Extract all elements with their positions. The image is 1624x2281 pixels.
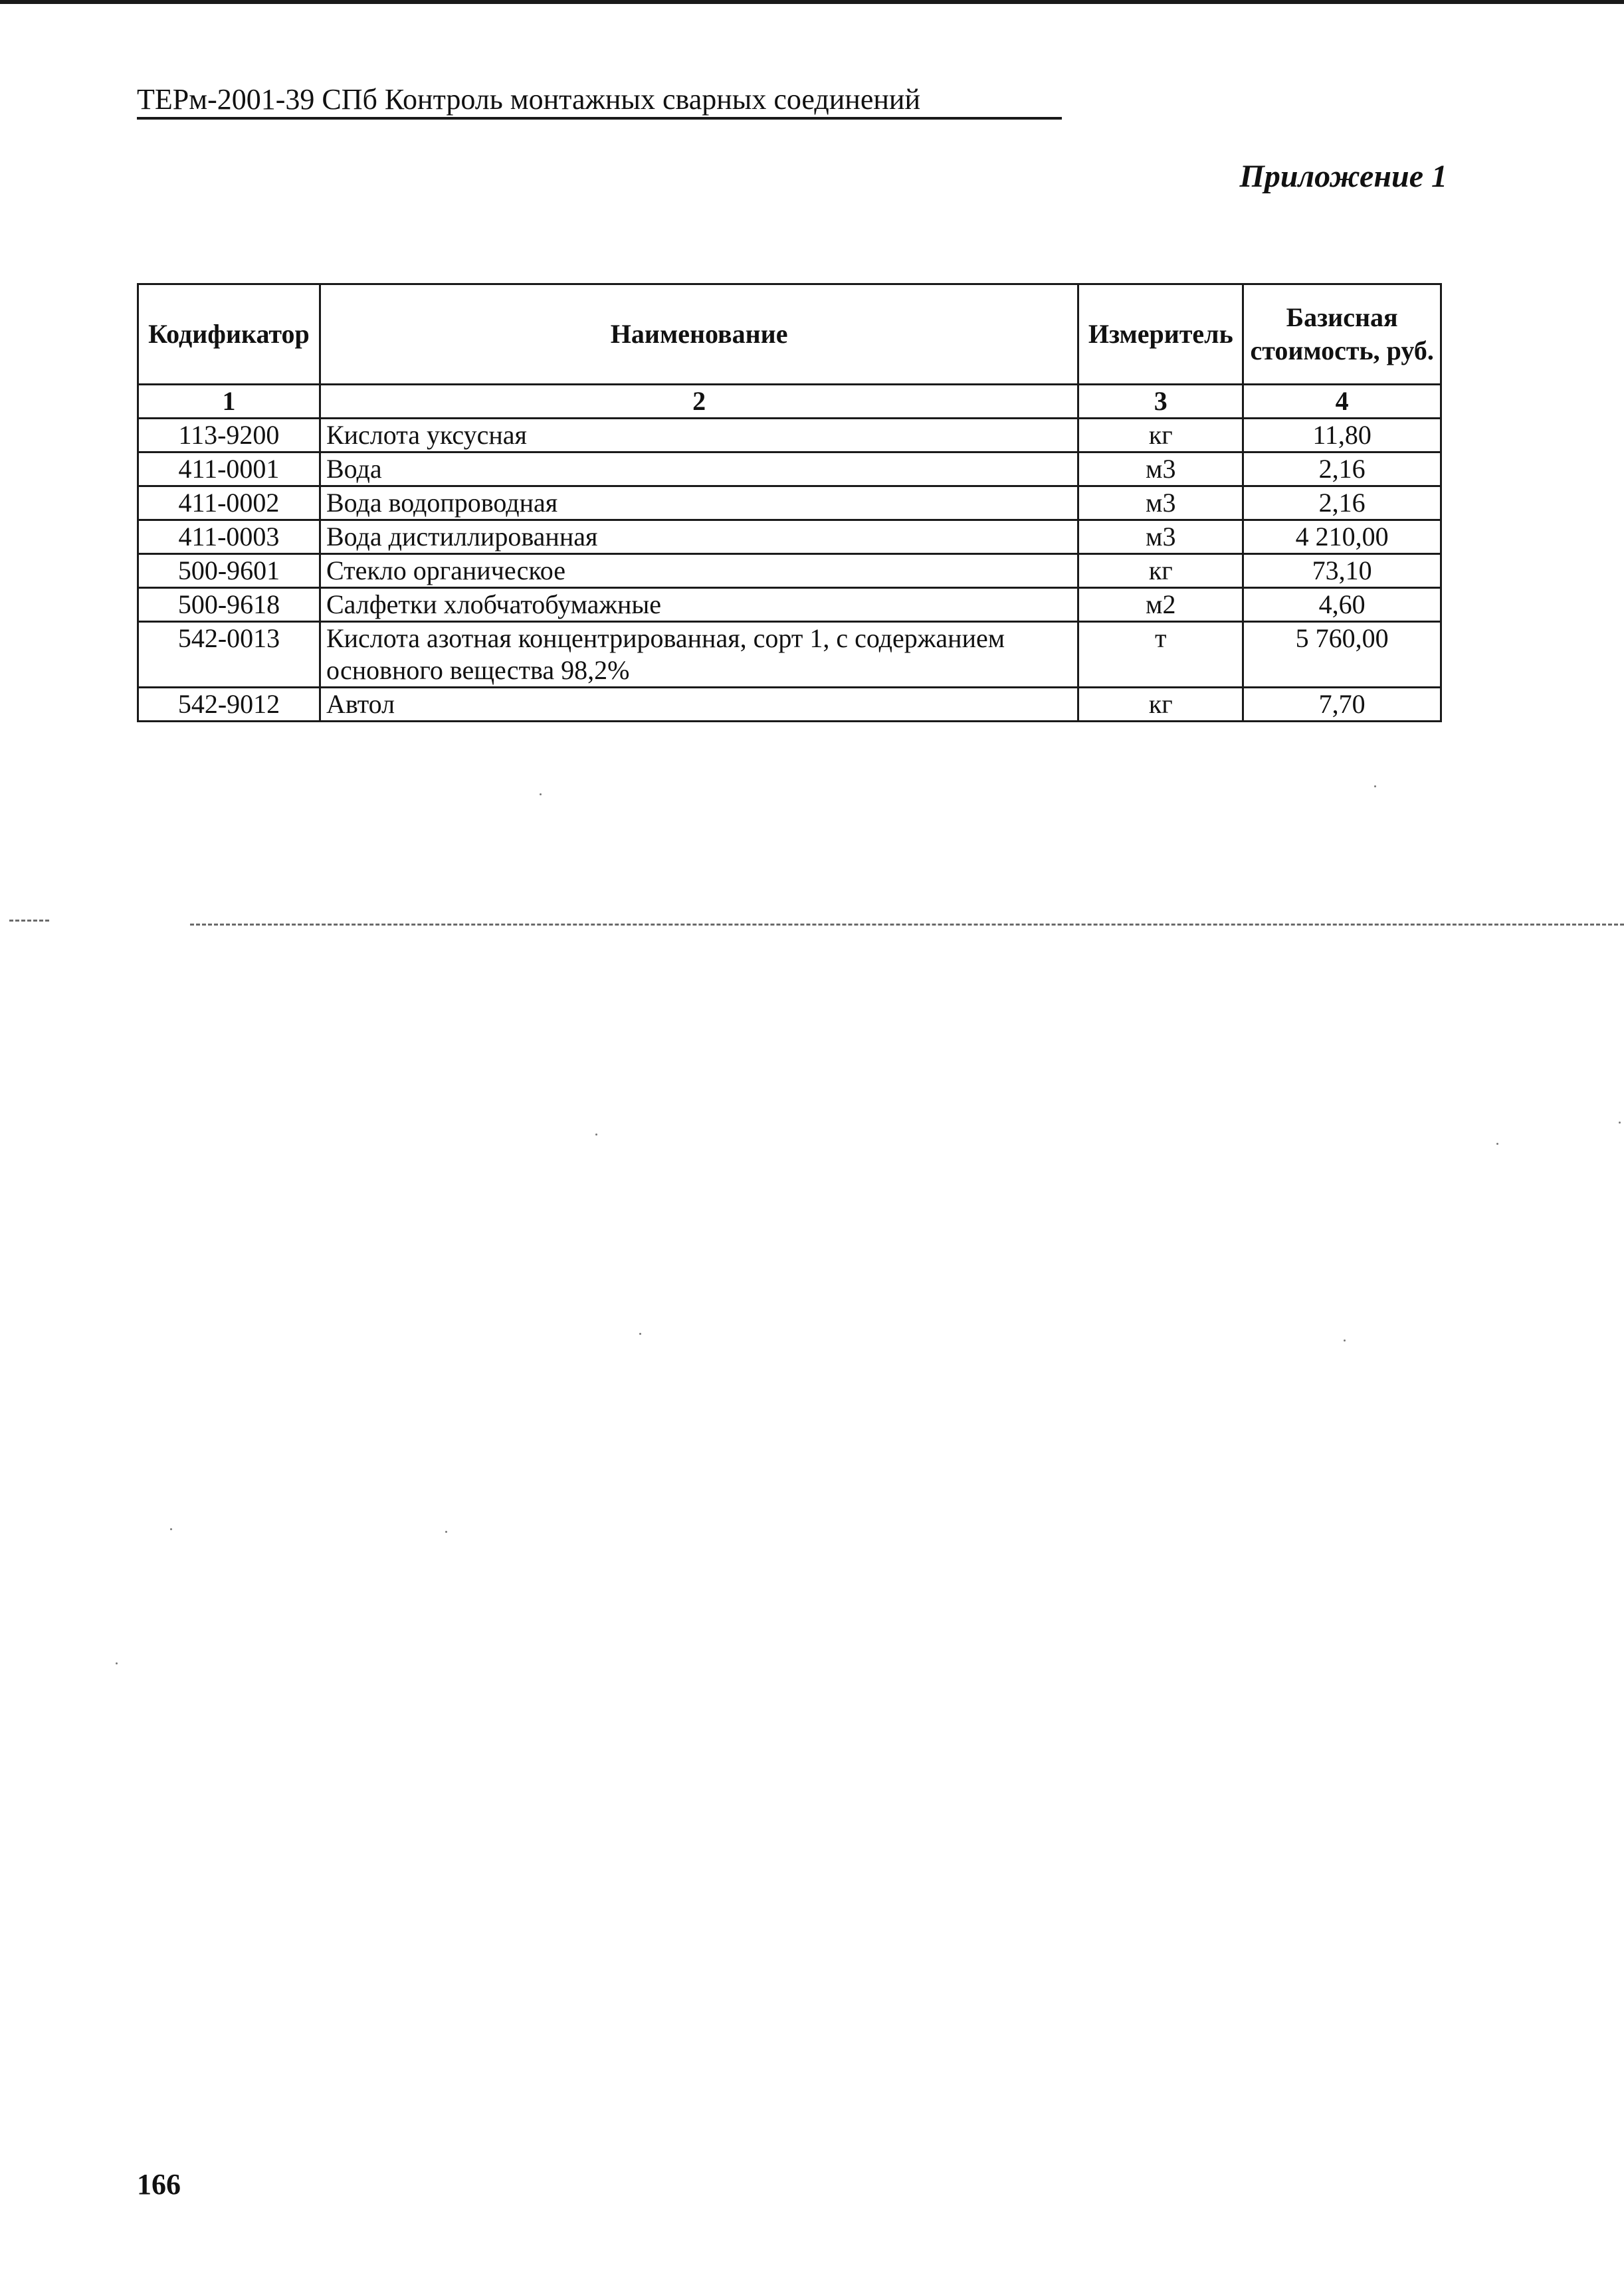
- cell-price: 4 210,00: [1243, 520, 1441, 554]
- scan-speck: [1344, 1339, 1346, 1341]
- cell-code: 500-9601: [138, 554, 320, 588]
- price-table: [137, 283, 1442, 722]
- cell-unit: м3: [1078, 452, 1243, 486]
- table-row: [138, 520, 1441, 554]
- scan-speck: [116, 1662, 118, 1664]
- cell-price: 73,10: [1243, 554, 1441, 588]
- column-header-code: Кодификатор: [138, 284, 320, 385]
- cell-unit: кг: [1078, 554, 1243, 588]
- column-number: 2: [320, 385, 1078, 419]
- cell-unit: т: [1078, 622, 1243, 688]
- scan-speck: [1619, 1122, 1621, 1124]
- column-number: 1: [138, 385, 320, 419]
- scan-speck: [1374, 785, 1376, 787]
- page-number: 166: [137, 2168, 181, 2201]
- cell-price: 11,80: [1243, 419, 1441, 452]
- table-row: [138, 452, 1441, 486]
- table-row: [138, 554, 1441, 588]
- cell-name: Кислота азотная концентрированная, сорт 1, с содержанием основного вещества 98,2%: [320, 622, 1078, 688]
- cell-code: 500-9618: [138, 588, 320, 622]
- table-row: [138, 588, 1441, 622]
- cell-name: Вода: [320, 452, 1078, 486]
- table-row: [138, 688, 1441, 722]
- cell-unit: м3: [1078, 486, 1243, 520]
- cell-name: Салфетки хлобчатобумажные: [320, 588, 1078, 622]
- cell-code: 411-0001: [138, 452, 320, 486]
- cell-price: 7,70: [1243, 688, 1441, 722]
- scan-artifact-line: [190, 924, 1624, 926]
- scan-speck: [170, 1528, 172, 1530]
- document-header: ТЕРм-2001-39 СПб Контроль монтажных сварных соединений: [137, 82, 1062, 120]
- cell-code: 542-9012: [138, 688, 320, 722]
- table-row: [138, 419, 1441, 452]
- column-number-row: [138, 385, 1441, 419]
- table-row: [138, 622, 1441, 688]
- scan-artifact-line: [9, 920, 49, 922]
- cell-name: Стекло органическое: [320, 554, 1078, 588]
- cell-code: 113-9200: [138, 419, 320, 452]
- scan-speck: [445, 1531, 447, 1533]
- cell-code: 411-0002: [138, 486, 320, 520]
- scan-speck: [595, 1134, 597, 1136]
- cell-price: 2,16: [1243, 486, 1441, 520]
- cell-unit: кг: [1078, 419, 1243, 452]
- cell-name: Кислота уксусная: [320, 419, 1078, 452]
- scan-speck: [1496, 1143, 1498, 1145]
- cell-unit: м2: [1078, 588, 1243, 622]
- cell-price: 5 760,00: [1243, 622, 1441, 688]
- cell-code: 542-0013: [138, 622, 320, 688]
- table-header-row: [138, 284, 1441, 385]
- top-border-rule: [0, 0, 1624, 4]
- table-row: [138, 486, 1441, 520]
- scan-speck: [639, 1333, 641, 1335]
- scan-speck: [540, 793, 542, 795]
- column-header-price: Базисная стоимость, руб.: [1243, 284, 1441, 385]
- column-header-unit: Измеритель: [1078, 284, 1243, 385]
- cell-price: 2,16: [1243, 452, 1441, 486]
- column-number: 4: [1243, 385, 1441, 419]
- cell-name: Вода дистиллированная: [320, 520, 1078, 554]
- column-number: 3: [1078, 385, 1243, 419]
- cell-unit: кг: [1078, 688, 1243, 722]
- appendix-label: Приложение 1: [1239, 159, 1447, 194]
- cell-name: Автол: [320, 688, 1078, 722]
- cell-price: 4,60: [1243, 588, 1441, 622]
- cell-code: 411-0003: [138, 520, 320, 554]
- cell-name: Вода водопроводная: [320, 486, 1078, 520]
- cell-unit: м3: [1078, 520, 1243, 554]
- column-header-name: Наименование: [320, 284, 1078, 385]
